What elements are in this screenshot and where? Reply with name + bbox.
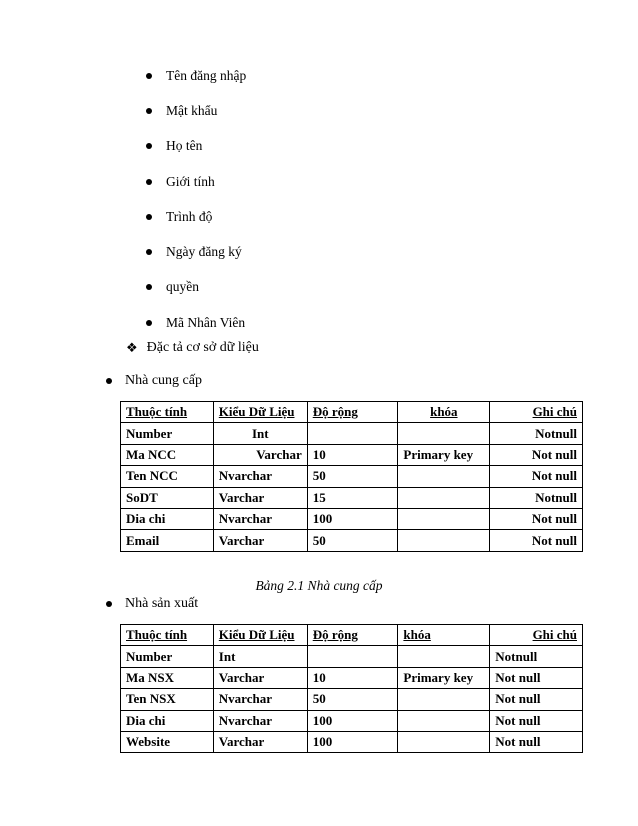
table-cell [398,423,490,444]
list-item-label: Giới tính [166,173,215,189]
bullet-icon [146,320,152,326]
section-title-text: Nhà sản xuất [125,596,199,611]
table-cell [398,508,490,529]
list-item-label: Họ tên [166,138,203,154]
list-item-label: quyền [166,279,199,295]
table-cell: Dia chi [121,710,214,731]
table-cell: 100 [307,508,398,529]
header-cell: khóa [398,402,490,423]
table-cell: Varchar [213,444,307,465]
table-cell: Primary key [398,444,490,465]
table-cell: Nvarchar [213,710,307,731]
table-cell: 100 [307,731,398,752]
bullet-icon [146,284,152,290]
header-cell: Ghi chú [490,402,583,423]
header-cell: Độ rộng [307,402,398,423]
header-cell: Độ rộng [307,625,398,646]
table-cell: Website [121,731,214,752]
table-cell: Ten NCC [121,466,214,487]
table-cell: Not null [490,667,583,688]
supplier-table [120,401,583,552]
table-cell: Ten NSX [121,689,214,710]
table-row [121,731,583,752]
list-item-label: Tên đăng nhập [166,67,247,83]
list-item [146,164,246,199]
header-cell: Ghi chú [490,625,583,646]
header-cell: khóa [398,625,490,646]
table-cell [398,689,490,710]
section-title-manufacturer [106,596,198,612]
table-cell: Int [213,423,307,444]
section-title-text: Nhà cung cấp [125,373,202,388]
table-cell: Notnull [490,487,583,508]
list-item-label: Mật khẩu [166,102,218,118]
table-caption: Bảng 2.1 Nhà cung cấp [255,578,383,593]
table-cell: Varchar [213,731,307,752]
spec-heading [126,340,259,356]
list-item [146,270,246,305]
table-cell: 100 [307,710,398,731]
table-cell: Int [213,646,307,667]
table-cell: Not null [490,530,583,551]
table-cell: Varchar [213,530,307,551]
table-cell [398,466,490,487]
table-row [121,689,583,710]
table-cell: Not null [490,689,583,710]
manufacturer-table [120,624,583,753]
table-cell: 50 [307,530,398,551]
table-row [121,444,583,465]
table-cell: Not null [490,710,583,731]
bullet-icon [146,214,152,220]
table-cell: Email [121,530,214,551]
list-item-label: Trình độ [166,208,213,224]
table-cell [398,731,490,752]
bullet-icon [106,601,112,607]
bullet-icon [146,179,152,185]
table-cell: 10 [307,667,398,688]
table-cell: Not null [490,444,583,465]
table-row [121,466,583,487]
list-item-label: Mã Nhân Viên [166,314,246,330]
table-cell [307,646,398,667]
table-cell [398,530,490,551]
table-cell: Nvarchar [213,466,307,487]
header-cell: Thuộc tính [121,402,214,423]
list-item-label: Ngày đăng ký [166,244,242,260]
table-cell: Not null [490,731,583,752]
table-cell: Nvarchar [213,689,307,710]
table-cell: Ma NSX [121,667,214,688]
table-cell [398,710,490,731]
table-row [121,667,583,688]
table-cell: Ma NCC [121,444,214,465]
table-cell: SoDT [121,487,214,508]
bullet-icon [146,249,152,255]
table-header-row [121,625,583,646]
list-item [146,234,246,269]
header-cell: Kiểu Dữ Liệu [213,625,307,646]
list-item [146,305,246,340]
table-cell [398,487,490,508]
list-item [146,129,246,164]
table-row [121,508,583,529]
table-cell [307,423,398,444]
table-row [121,646,583,667]
list-item [146,199,246,234]
table-cell: 50 [307,689,398,710]
header-cell: Thuộc tính [121,625,214,646]
list-item [146,58,246,93]
table-cell: Number [121,423,214,444]
header-cell: Kiểu Dữ Liệu [213,402,307,423]
table-cell: Dia chi [121,508,214,529]
table-cell: Nvarchar [213,508,307,529]
table-row [121,423,583,444]
table-row [121,487,583,508]
table-cell: Primary key [398,667,490,688]
table-cell: Notnull [490,646,583,667]
bullet-icon [146,143,152,149]
bullet-icon [146,73,152,79]
table-row [121,530,583,551]
table-cell: Notnull [490,423,583,444]
table-cell: Not null [490,466,583,487]
table-cell: Varchar [213,487,307,508]
table-cell: Not null [490,508,583,529]
table-cell: Number [121,646,214,667]
bullet-icon [146,108,152,114]
table-row [121,710,583,731]
table-cell: 10 [307,444,398,465]
table-cell: Varchar [213,667,307,688]
table-cell: 15 [307,487,398,508]
table-cell [398,646,490,667]
table-header-row [121,402,583,423]
list-item [146,93,246,128]
spec-heading-text: Đặc tả cơ sở dữ liệu [146,340,259,355]
field-list [146,58,246,340]
diamond-bullet-icon: ❖ [126,340,138,356]
table-cell: 50 [307,466,398,487]
section-title-supplier [106,373,202,389]
bullet-icon [106,378,112,384]
